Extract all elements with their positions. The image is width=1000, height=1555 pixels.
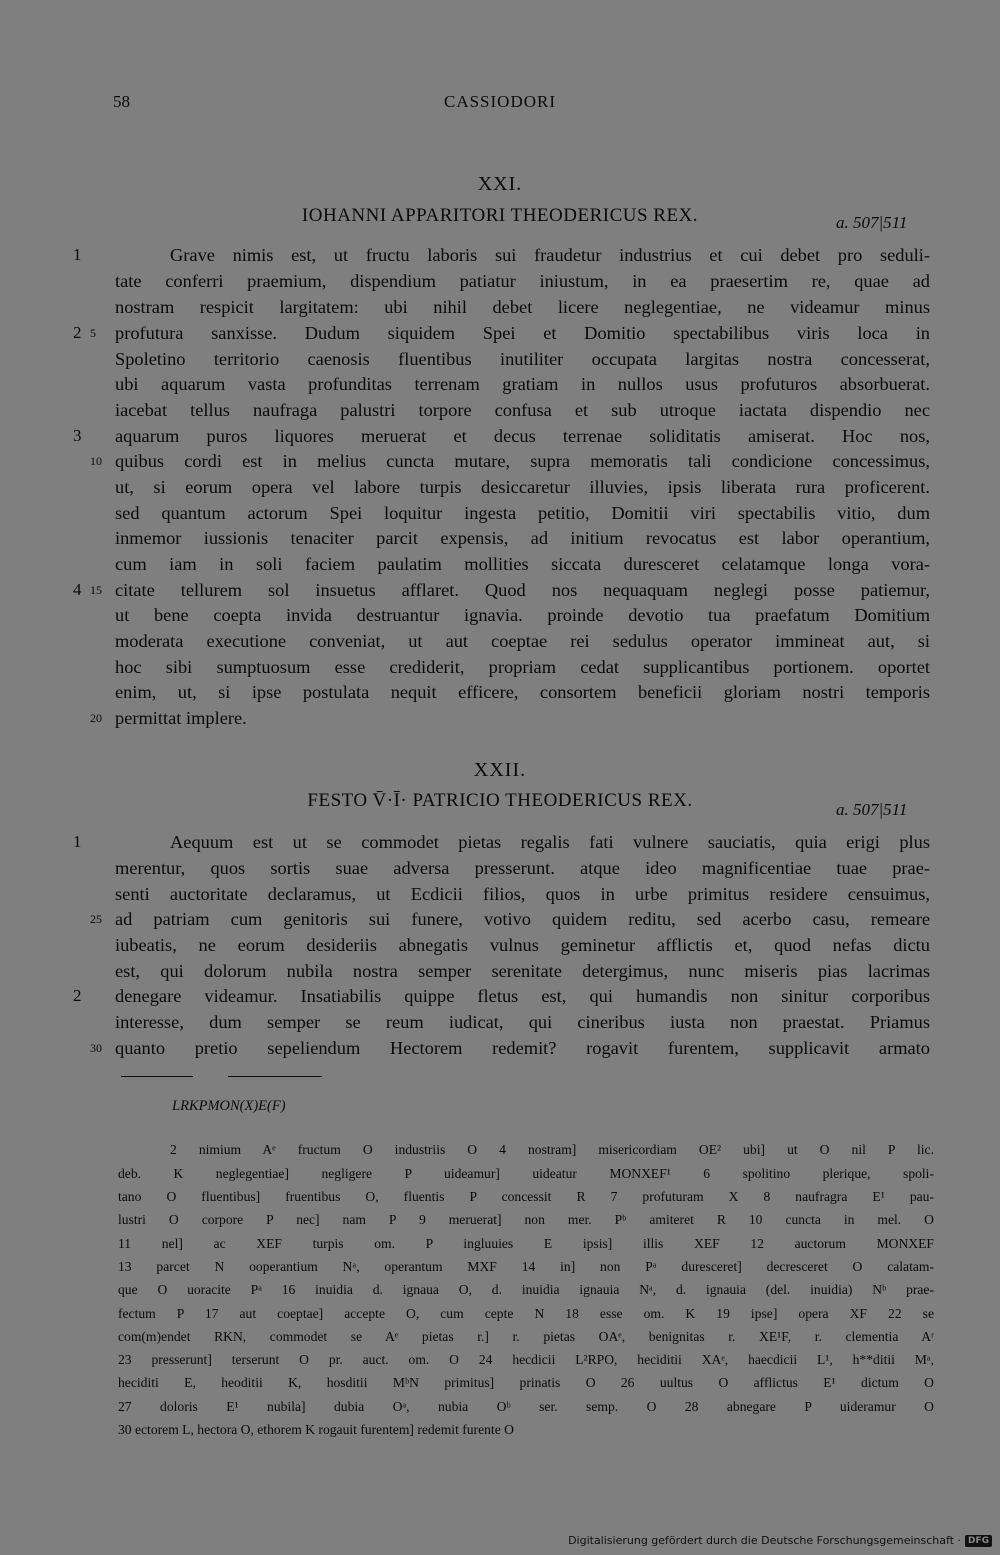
text-line: denegare videamur. Insatiabilis quippe fletus est, qui humandis non sinitur corporibus — [115, 986, 930, 1006]
footer-credit — [568, 1534, 992, 1547]
section-number: 2 — [73, 323, 82, 342]
line-number: 15 — [90, 583, 102, 597]
text-line: moderata executione conveniat, ut aut coeptae rei sedulus operator immineat aut, si — [115, 631, 930, 651]
apparatus-line: tano O fluentibus] fruentibus O, fluentis P concessit R 7 profuturam X 8 naufragra E¹ pau- — [118, 1189, 934, 1204]
text-line: tate conferri praemium, dispendium patiatur iniustum, in ea praesertim re, quae ad — [115, 271, 930, 291]
text-line: iubeatis, ne eorum desideriis abnegatis vulnus geminetur afflictis et, quod nefas dictu — [115, 935, 930, 955]
line-number: 10 — [90, 454, 102, 468]
text-line: cum iam in soli faciem paulatim mollities siccata duresceret celatamque longa vora- — [115, 554, 930, 574]
text-line: ut, si eorum opera vel labore turpis desiccaretur illuvies, ipsis liberata rura proficerent. — [115, 477, 930, 497]
section-number: 4 — [73, 580, 82, 599]
letter-number: XXII. — [473, 759, 527, 781]
text-line: Spoletino territorio caenosis fluentibus inutiliter occupata largitas nostra concesserat, — [115, 349, 930, 369]
apparatus-line: 11 nel] ac XEF turpis om. P ingluuies E ipsis] illis XEF 12 auctorum MONXEF — [118, 1236, 934, 1251]
section-number: 1 — [73, 245, 82, 264]
text-line: senti auctoritate declaramus, ut Ecdicii filios, quos in urbe primitus residere censuimus, — [115, 884, 930, 904]
apparatus-line: que O uoracite Pᵃ 16 inuidia d. ignaua O, d. inuidia ignauia Nᵃ, d. ignauia (del. inuidia) Nᵇ prae- — [118, 1282, 934, 1297]
apparatus-line: deb. K neglegentiae] negligere P uideamur] uideatur MONXEF¹ 6 spolitino plerique, spoli- — [118, 1166, 934, 1181]
text-line: profutura sanxisse. Dudum siquidem Spei et Domitio spectabilibus viris loca in — [115, 323, 930, 343]
text-line: aquarum puros liquores meruerat et decus terrenae soliditatis amiserat. Hoc nos, — [115, 426, 930, 446]
section-number: 3 — [73, 426, 82, 445]
text-line: quibus cordi est in melius cuncta mutare, supra memoratis tali condicione concessimus, — [115, 451, 930, 471]
apparatus-rule — [228, 1076, 280, 1077]
section-number: 1 — [73, 832, 82, 851]
letter-number: XXI. — [477, 173, 523, 195]
text-line: interesse, dum semper se reum iudicat, qui cineribus iusta non praestat. Priamus — [115, 1012, 930, 1032]
page-number: 58 — [113, 92, 130, 111]
running-head — [0, 92, 1000, 118]
text-line: ubi aquarum vasta profunditas terrenam gratiam in nullos usus profuturos absorbuerat. — [115, 374, 930, 394]
text-line: ut bene coepta invida destruantur ignavia. proinde devotio tua praefatum Domitium — [115, 605, 930, 625]
letter-date: a. 507|511 — [836, 213, 908, 232]
text-line: citate tellurem sol insuetus afflaret. Quod nos nequaquam neglegi posse patiemur, — [115, 580, 930, 600]
apparatus-line: 27 doloris E¹ nubila] dubia Oᵃ, nubia Oᵇ ser. semp. O 28 abnegare P uideramur O — [118, 1399, 934, 1414]
section-number: 2 — [73, 986, 82, 1005]
text-line: inmemor iussionis tenaciter parcit expensis, ad initium revocatus est labor operantium, — [115, 528, 930, 548]
apparatus-line: lustri O corpore P nec] nam P 9 meruerat] non mer. Pᵇ amiteret R 10 cuncta in mel. O — [118, 1212, 934, 1227]
line-number: 20 — [90, 711, 102, 725]
text-line: hoc sibi sumptuosum esse crediderit, propriam cedat supplicantibus portionem. oportet — [115, 657, 930, 677]
text-line: sed quantum actorum Spei loquitur ingesta petitio, Domitii viri spectabilis vitio, dum — [115, 503, 930, 523]
letter-title: IOHANNI APPARITORI THEODERICUS REX. — [301, 205, 699, 226]
text-line: Aequum est ut se commodet pietas regalis fati vulnere sauciatis, quia erigi plus — [170, 832, 930, 852]
apparatus-line: 2 nimium Aᵉ fructum O industriis O 4 nostram] misericordiam OE² ubi] ut O nil P lic. — [170, 1142, 934, 1157]
apparatus-rule — [278, 1076, 322, 1077]
apparatus-line: 13 parcet N ooperantium Nᵃ, operantum MXF 14 in] non Pᵃ duresceret] decresceret O calatam- — [118, 1259, 934, 1274]
line-number: 30 — [90, 1041, 102, 1055]
text-line: iacebat tellus naufraga palustri torpore confusa et sub utroque iactata dispendio nec — [115, 400, 930, 420]
text-line: merentur, quos sortis suae adversa presserunt. atque ideo magnificentiae tuae prae- — [115, 858, 930, 878]
apparatus-line: heciditi E, heoditii K, hosditii MᵇN primitus] prinatis O 26 uultus O afflictus E¹ dictum O — [118, 1375, 934, 1390]
apparatus-line: fectum P 17 aut coeptae] accepte O, cum cepte N 18 esse om. K 19 ipse] opera XF 22 se — [118, 1306, 934, 1321]
apparatus-sigla: LRKPMON(X)E(F) — [172, 1098, 286, 1114]
text-line: enim, ut, si ipse postulata nequit efficere, consortem beneficii gloriam nostri temporis — [115, 682, 930, 702]
text-line: quanto pretio sepeliendum Hectorem redemit? rogavit furentem, supplicavit armato — [115, 1038, 930, 1058]
letter-title: FESTO V̄·Ī· PATRICIO THEODERICUS REX. — [307, 790, 693, 811]
text-line: Grave nimis est, ut fructu laboris sui fraudetur industrius et cui debet pro seduli- — [170, 245, 930, 265]
apparatus-line: com(m)endet RKN, commodet se Aᵉ pietas r.] r. pietas OAᵉ, benignitas r. XE¹F, r. clementia Aʳ — [118, 1329, 934, 1344]
apparatus-line: 30 ectorem L, hectora O, ethorem K rogauit furentem] redemit furente O — [118, 1422, 514, 1437]
line-number: 5 — [90, 326, 96, 340]
apparatus-line: 23 presserunt] terserunt O pr. auct. om. O 24 hecdicii L²RPO, heciditii XAᵉ, haecdicii L¹, h**ditii Mᵃ, — [118, 1352, 934, 1367]
text-line: permittat implere. — [115, 708, 247, 728]
running-title: CASSIODORI — [443, 92, 557, 111]
apparatus-rule — [121, 1076, 193, 1077]
line-number: 25 — [90, 912, 102, 926]
text-line: est, qui dolorum nubila nostra semper serenitate detergimus, nunc miseris pias lacrimas — [115, 961, 930, 981]
letter-date: a. 507|511 — [836, 800, 908, 819]
dfg-logo-icon[interactable]: DFG — [965, 1535, 992, 1547]
text-line: nostram respicit largitatem: ubi nihil debet licere neglegentiae, ne videamur minus — [115, 297, 930, 317]
text-line: ad patriam cum genitoris sui funere, votivo quidem reditu, sed acerbo casu, remeare — [115, 909, 930, 929]
footer-credit-text: Digitalisierung gefördert durch die Deutsche Forschungsgemeinschaft · — [568, 1534, 961, 1547]
